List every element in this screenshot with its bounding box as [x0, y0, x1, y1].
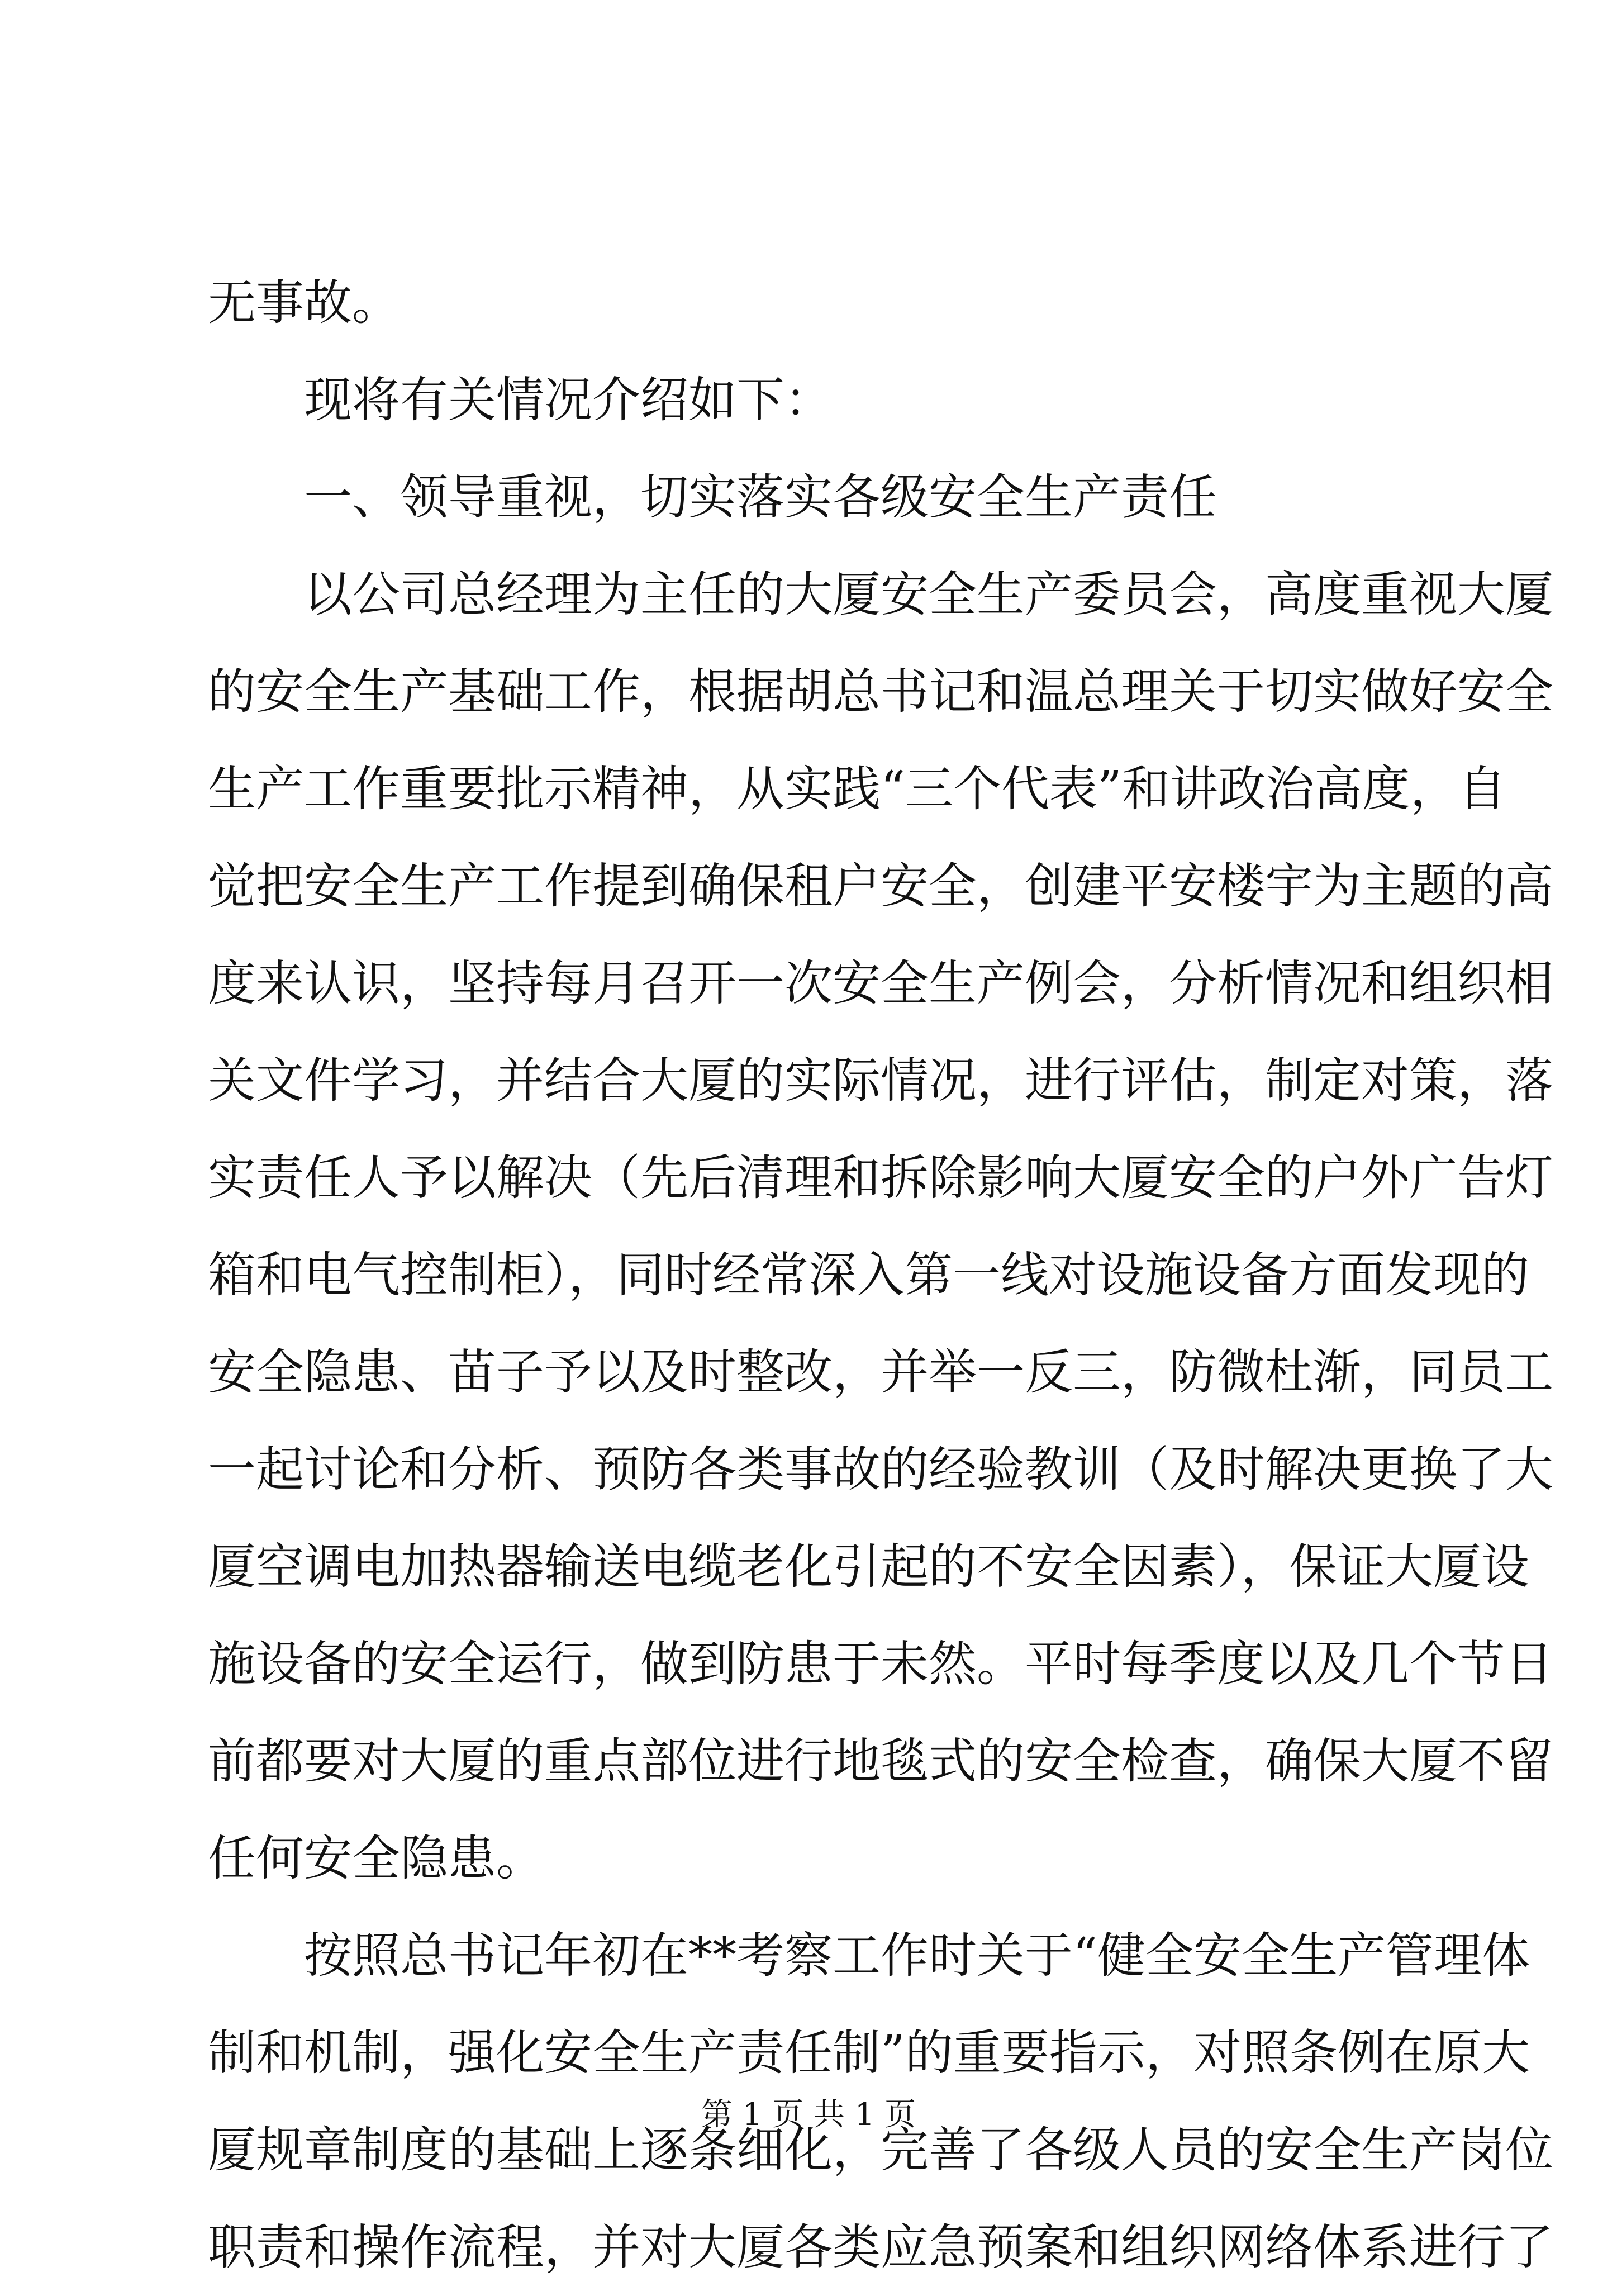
text-line: 一起讨论和分析、预防各类事故的经验教训（及时解决更换了大	[208, 1442, 1553, 1498]
text-line: 制和机制，强化安全生产责任制”的重要指示，对照条例在原大	[208, 2025, 1530, 2081]
text-line: 以公司总经理为主任的大厦安全生产委员会，高度重视大厦	[304, 567, 1553, 622]
text-line: 施设备的安全运行，做到防患于未然。平时每季度以及几个节日	[208, 1636, 1553, 1692]
text-line: 厦规章制度的基础上逐条细化，完善了各级人员的安全生产岗位	[208, 2122, 1553, 2178]
text-line: 厦空调电加热器输送电缆老化引起的不安全因素），保证大厦设	[208, 1539, 1529, 1595]
text-line: 觉把安全生产工作提到确保租户安全，创建平安楼宇为主题的高	[208, 858, 1553, 914]
text-line: 按照总书记年初在**考察工作时关于“健全安全生产管理体	[304, 1928, 1530, 1984]
text-line: 实责任人予以解决（先后清理和拆除影响大厦安全的户外广告灯	[208, 1150, 1553, 1206]
text-line: 职责和操作流程，并对大厦各类应急预案和组织网络体系进行了	[208, 2219, 1553, 2275]
text-line: 现将有关情况介绍如下：	[304, 372, 833, 428]
text-line: 安全隐患、苗子予以及时整改，并举一反三，防微杜渐，同员工	[208, 1344, 1553, 1400]
text-line: 度来认识，坚持每月召开一次安全生产例会，分析情况和组织相	[208, 956, 1553, 1011]
text-line: 关文件学习，并结合大厦的实际情况，进行评估，制定对策，落	[208, 1053, 1553, 1109]
text-line: 的安全生产基础工作，根据胡总书记和温总理关于切实做好安全	[208, 664, 1553, 720]
page-footer: 第 1 页 共 1 页	[701, 2097, 916, 2133]
text-line: 任何安全隐患。	[208, 1831, 544, 1886]
document-body	[208, 254, 1553, 2296]
text-line: 前都要对大厦的重点部位进行地毯式的安全检查，确保大厦不留	[208, 1733, 1553, 1789]
text-line: 箱和电气控制柜），同时经常深入第一线对设施设备方面发现的	[208, 1247, 1529, 1303]
text-line: 无事故。	[208, 275, 400, 331]
section-heading: 一、领导重视，切实落实各级安全生产责任	[304, 469, 1217, 525]
text-line: 生产工作重要批示精神，从实践“三个代表”和讲政治高度，自	[208, 761, 1506, 817]
